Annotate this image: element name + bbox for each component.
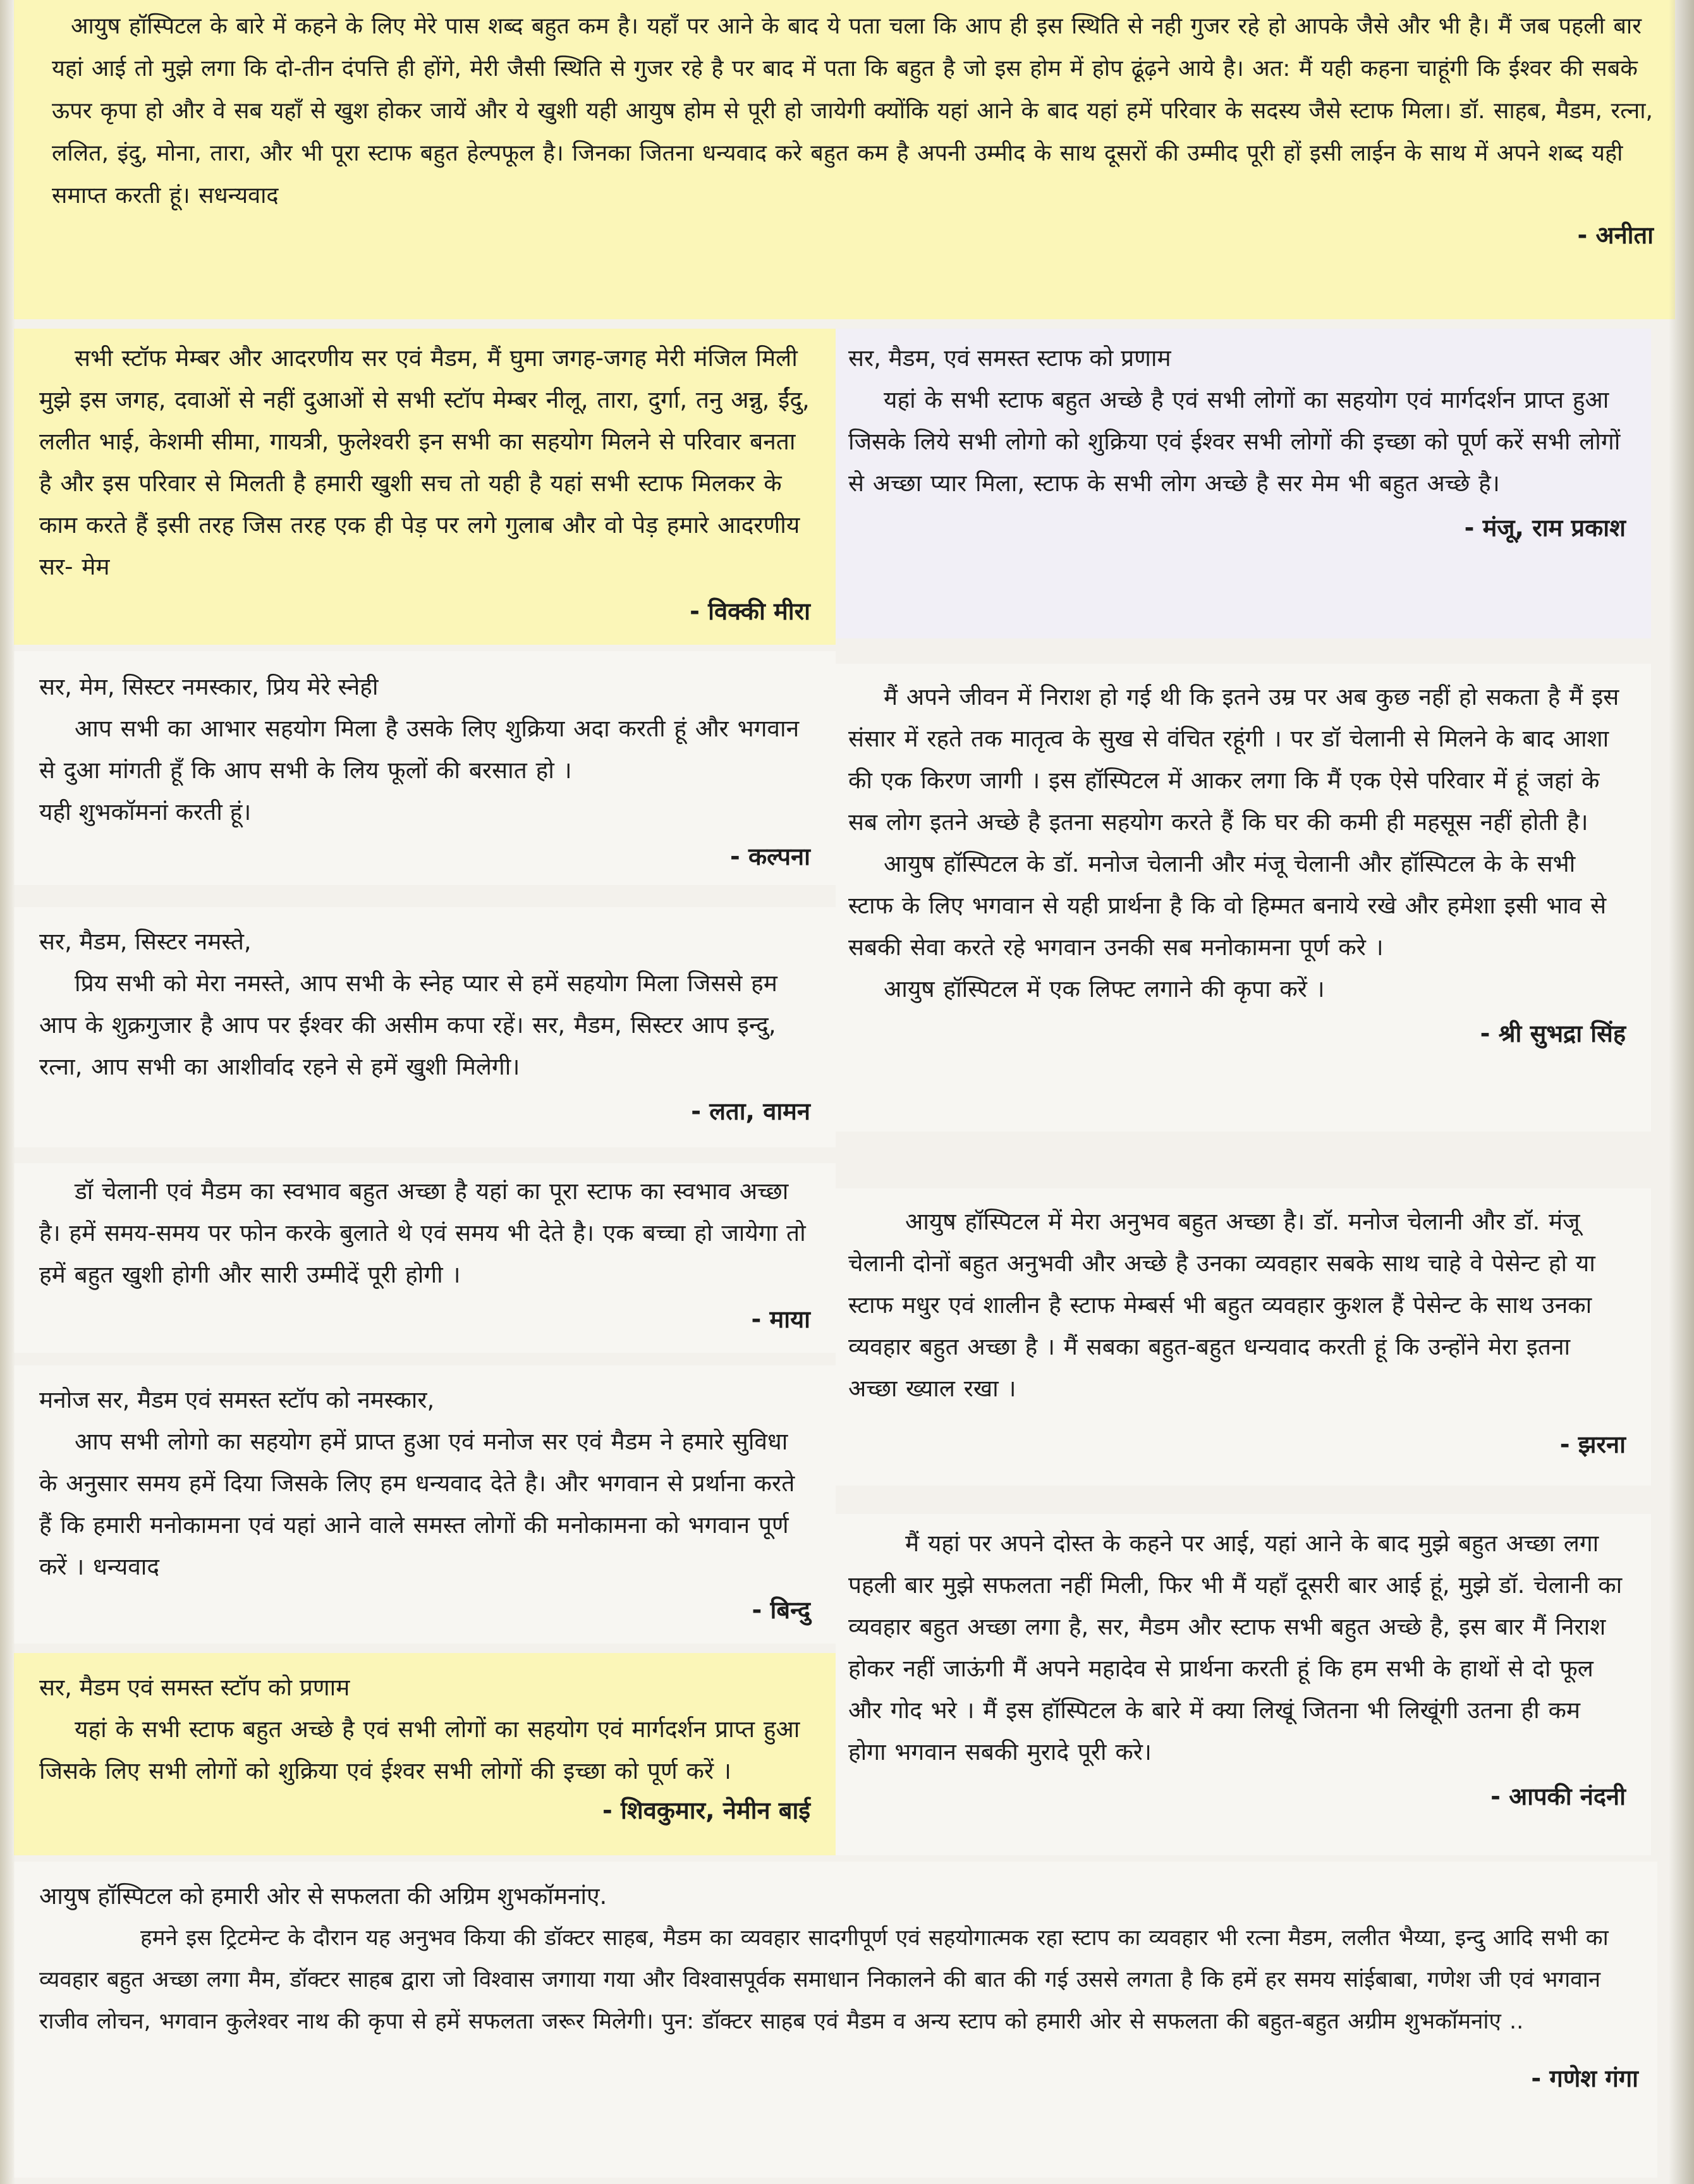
salutation: मनोज सर, मैडम एवं समस्त स्टॉप को नमस्कार, [39, 1386, 435, 1413]
testimonial-ganesh-ganga [14, 1862, 1657, 2178]
testimonial-text: आयुष हॉस्पिटल में मेरा अनुभव बहुत अच्छा है। डॉ. मनोज चेलानी और डॉ. मंजू चेलानी दोनों बहुत अनुभवी और अच्छे है उनका व्यवहार सबके साथ चाहे वे पेसेन्ट हो या स्टाफ मधुर एवं शालीन है स्टाफ मेम्बर्स भी बहुत व्यवहार कुशल हैं पेसेन्ट के साथ उनका व्यवहार बहुत अच्छा है । मैं सबका बहुत-बहुत धन्यवाद करती हूं कि उन्होंने मेरा इतना अच्छा ख्याल रखा । [848, 1208, 1595, 1402]
testimonial-text: आप सभी का आभार सहयोग मिला है उसके लिए शुक्रिया अदा करती हूं और भगवान से दुआ मांगती हूँ कि आप सभी के लिय फूलों की बरसात हो । [39, 715, 800, 784]
testimonial-nandni [836, 1514, 1651, 1855]
testimonial-text: प्रिय सभी को मेरा नमस्ते, आप सभी के स्नेह प्यार से हमें सहयोग मिला जिससे हम आप के शुक्रगुजार है आप पर ईश्वर की असीम कपा रहें। सर, मैडम, सिस्टर आप इन्दु, रत्ना, आप सभी का आशीर्वाद रहने से हमें खुशी मिलेगी। [39, 970, 777, 1080]
signature: - अनीता [1577, 221, 1654, 249]
testimonial-text: मैं अपने जीवन में निराश हो गई थी कि इतने उम्र पर अब कुछ नहीं हो सकता है मैं इस संसार में रहते तक मातृत्व के सुख से वंचित रहूंगी । पर डॉ चेलानी से मिलने के बाद आशा की एक किरण जागी । इस हॉस्पिटल में आकर लगा कि मैं एक ऐसे परिवार में हूं जहां के सब लोग इतने अच्छे है इतना सहयोग करते हैं कि घर की कमी ही महसूस नहीं होती है। [848, 683, 1619, 836]
testimonial-lata-vaman [14, 907, 836, 1147]
salutation: सर, मैडम, सिस्टर नमस्ते, [39, 928, 252, 955]
testimonial-subhadra-singh [836, 664, 1651, 1132]
testimonial-text: यहां के सभी स्टाफ बहुत अच्छे है एवं सभी लोगों का सहयोग एवं मार्गदर्शन प्राप्त हुआ जिसके लिये सभी लोगो को शुक्रिया एवं ईश्वर सभी लोगों की इच्छा को पूर्ण करें सभी लोगों से अच्छा प्यार मिला, स्टाफ के सभी लोग अच्छे है सर मेम भी बहुत अच्छे है। [848, 386, 1621, 497]
testimonial-vicky-meera [14, 329, 836, 645]
testimonial-anita [14, 0, 1675, 319]
signature: - विक्की मीरा [690, 597, 810, 625]
signature: - कल्पना [729, 843, 810, 870]
testimonial-text: मैं यहां पर अपने दोस्त के कहने पर आई, यहां आने के बाद मुझे बहुत अच्छा लगा पहली बार मुझे सफलता नहीं मिली, फिर भी मैं यहाँ दूसरी बार आई हूं, मुझे डॉ. चेलानी का व्यवहार बहुत अच्छा लगा है, सर, मैडम और स्टाफ सभी बहुत अच्छे है, इस बार मैं निराश होकर नहीं जाऊंगी मैं अपने महादेव से प्रार्थना करती हूं कि हम सभी के हाथों से दो फूल और गोद भरे । मैं इस हॉस्पिटल के बारे में क्या लिखूं जितना भी लिखूंगी उतना ही कम होगा भगवान सबकी मुरादे पूरी करे। [848, 1530, 1623, 1766]
testimonial-jharna [836, 1188, 1651, 1485]
testimonial-text-2: आयुष हॉस्पिटल के डॉ. मनोज चेलानी और मंजू चेलानी और हॉस्पिटल के के सभी स्टाफ के लिए भगवान से यही प्रार्थना है कि वो हिम्मत बनाये रखे और हमेशा इसी भाव से सबकी सेवा करते रहे भगवान उनकी सब मनोकामना पूर्ण करे । [848, 850, 1607, 961]
signature: - झरना [1559, 1431, 1626, 1458]
testimonial-text: हमने इस ट्रिटमेन्ट के दौरान यह अनुभव किया की डॉक्टर साहब, मैडम का व्यवहार सादगीपूर्ण एवं सहयोगात्मक रहा स्टाप का व्यवहार भी रत्ना मैडम, ललीत भैय्या, इन्दु आदि सभी का व्यवहार बहुत अच्छा लगा मैम, डॉक्टर साहब द्वारा जो विश्वास जगाया गया और विश्वासपूर्वक समाधान निकालने की बात की गई उससे लगता है कि हमें हर समय सांईबाबा, गणेश जी एवं भगवान राजीव लोचन, भगवान कुलेश्वर नाथ की कृपा से हमें सफलता जरूर मिलेगी। पुन: डॉक्टर साहब एवं मैडम व अन्य स्टाप को हमारी ओर से सफलता की बहुत-बहुत अग्रीम शुभकॉमनांए .. [39, 1925, 1609, 2034]
closing: यही शुभकॉमनां करती हूं। [39, 798, 252, 826]
salutation: सर, मेम, सिस्टर नमस्कार, प्रिय मेरे स्नेही [39, 673, 379, 700]
signature: - माया [751, 1305, 810, 1333]
salutation: सर, मैडम एवं समस्त स्टॉप को प्रणाम [39, 1674, 350, 1701]
testimonial-text: आयुष हॉस्पिटल के बारे में कहने के लिए मेरे पास शब्द बहुत कम है। यहाँ पर आने के बाद ये पता चला कि आप ही इस स्थिति से नही गुजर रहे हो आपके जैसे और भी है। मैं जब पहली बार यहां आई तो मुझे लगा कि दो-तीन दंपत्ति ही होंगे, मेरी जैसी स्थिति से गुजर रहे है पर बाद में पता कि बहुत है जो इस होम में होप ढूंढ़ने आये है। अत: मैं यही कहना चाहूंगी कि ईश्वर की सबके ऊपर कृपा हो और वे सब यहाँ से खुश होकर जायें और ये खुशी यही आयुष होम से पूरी हो जायेगी क्योंकि यहां आने के बाद यहां हमें परिवार के सदस्य जैसे स्टाफ मिला। डॉ. साहब, मैडम, रत्ना, ललित, इंदु, मोना, तारा, और भी पूरा स्टाफ बहुत हेल्पफूल है। जिनका जितना धन्यवाद करे बहुत कम है अपनी उम्मीद के साथ दूसरों की उम्मीद पूरी हों इसी लाईन के साथ में अपने शब्द यही समाप्त करती हूं। सधन्यवाद [52, 13, 1653, 209]
signature: - लता, वामन [691, 1097, 810, 1125]
testimonial-shivkumar [14, 1653, 836, 1855]
salutation: सर, मैडम, एवं समस्त स्टाफ को प्रणाम [848, 345, 1171, 372]
signature: - आपकी नंदनी [1490, 1783, 1626, 1810]
testimonial-text-3: आयुष हॉस्पिटल में एक लिफ्ट लगाने की कृपा करें । [884, 975, 1325, 1003]
testimonial-text: डॉ चेलानी एवं मैडम का स्वभाव बहुत अच्छा है यहां का पूरा स्टाफ का स्वभाव अच्छा है। हमें समय-समय पर फोन करके बुलाते थे एवं समय भी देते है। एक बच्चा हो जायेगा तो हमें बहुत खुशी होगी और सारी उम्मीदें पूरी होगी । [39, 1178, 806, 1288]
page-edge-shadow [0, 0, 15, 2184]
signature: - मंजू, राम प्रकाश [1464, 514, 1626, 542]
signature: - गणेश गंगा [1531, 2065, 1638, 2092]
testimonial-text: यहां के सभी स्टाफ बहुत अच्छे है एवं सभी लोगों का सहयोग एवं मार्गदर्शन प्राप्त हुआ जिसके लिए सभी लोगों को शुक्रिया एवं ईश्वर सभी लोगों की इच्छा को पूर्ण करें । [39, 1716, 800, 1784]
signature: - बिन्दु [752, 1596, 810, 1624]
testimonial-manju-ramprakash [836, 329, 1651, 638]
signature: - शिवकुमार, नेमीन बाई [602, 1797, 810, 1824]
testimonial-bindu [14, 1365, 836, 1644]
testimonial-text: आप सभी लोगो का सहयोग हमें प्राप्त हुआ एवं मनोज सर एवं मैडम ने हमारे सुविधा के अनुसार समय हमें दिया जिसके लिए हम धन्यवाद देते है। और भगवान से प्रर्थाना करते हैं कि हमारी मनोकामना एवं यहां आने वाले समस्त लोगों की मनोकामना को भगवान पूर्ण करें । धन्यवाद [39, 1428, 795, 1580]
signature: - श्री सुभद्रा सिंह [1480, 1020, 1626, 1047]
testimonial-kalpana [14, 651, 836, 885]
testimonial-maya [14, 1163, 836, 1353]
testimonial-text: सभी स्टॉफ मेम्बर और आदरणीय सर एवं मैडम, मैं घुमा जगह-जगह मेरी मंजिल मिली मुझे इस जगह, दवाओं से नहीं दुआओं से सभी स्टॉप मेम्बर नीलू, तारा, दुर्गा, तनु अन्नु, ईंदु, ललीत भाई, केशमी सीमा, गायत्री, फुलेश्वरी इन सभी का सहयोग मिलने से परिवार बनता है और इस परिवार से मिलती है हमारी खुशी सच तो यही है यहां सभी स्टाफ मिलकर के काम करते हैं इसी तरह जिस तरह एक ही पेड़ पर लगे गुलाब और वो पेड़ हमारे आदरणीय सर- मेम [39, 345, 810, 580]
salutation: आयुष हॉस्पिटल को हमारी ओर से सफलता की अग्रिम शुभकॉमनांए. [39, 1882, 607, 1910]
page-edge-shadow-right [1669, 0, 1694, 2184]
